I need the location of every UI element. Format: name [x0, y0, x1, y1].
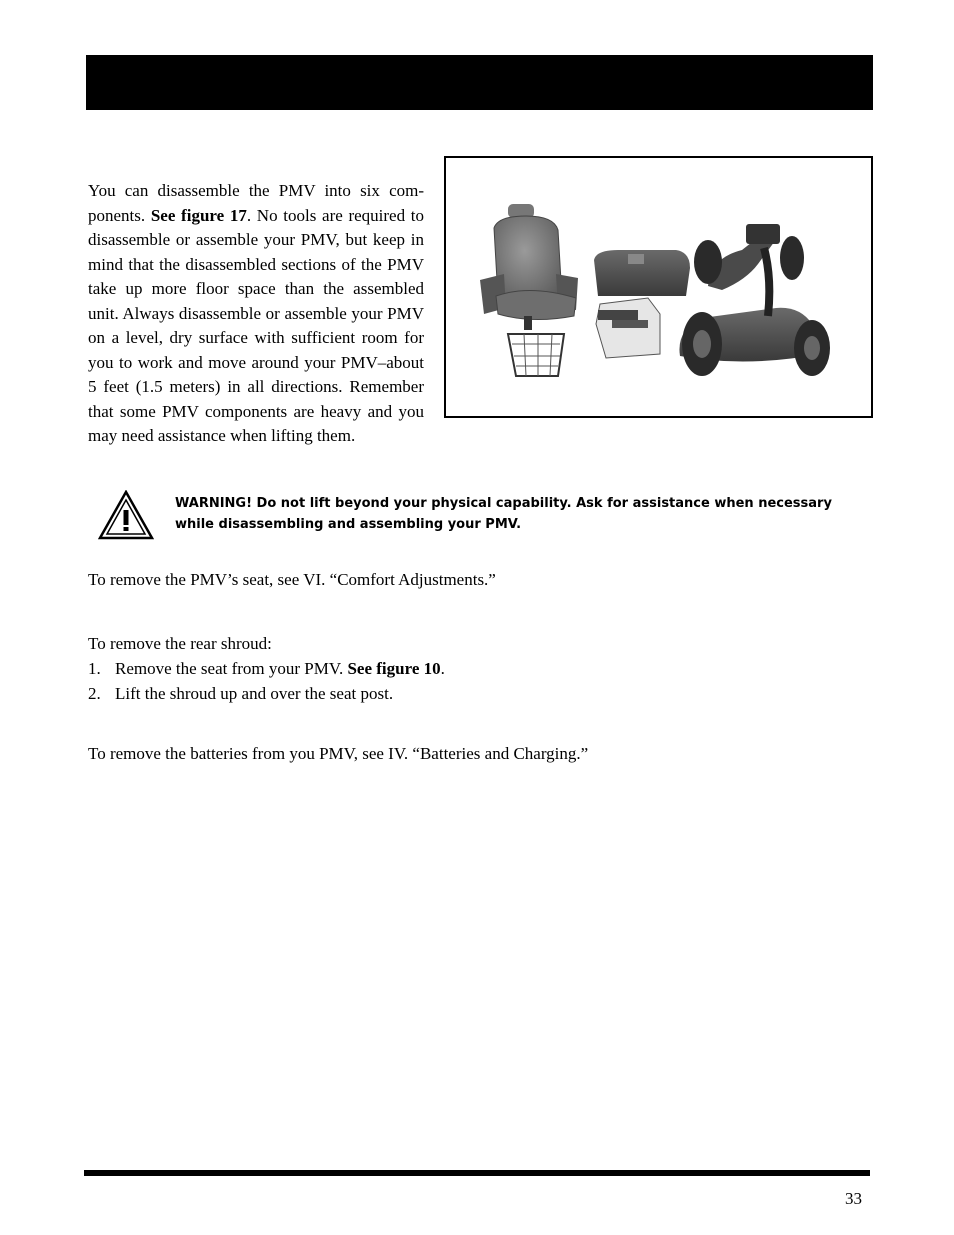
warning-triangle-icon — [98, 490, 154, 540]
intro-text-b: . No tools are required to disassemble or assemble your PMV, but keep in mind that the disassembled sections of the PMV take up more floor space than the assembled unit. Always disassemble or assemble your PMV on a level, dry surface with sufficient room for you to work and move around your PMV–about 5 feet (1.5 meters) in all directions. Remember that some PMV components are heavy and you may need assistance when lifting them. — [88, 205, 425, 445]
list-item — [88, 681, 445, 706]
figure-17-reference: See figure 17 — [150, 205, 247, 225]
intro-paragraph — [88, 179, 424, 449]
intro-text-a: You can disassemble the PMV into six com-ponents. — [88, 181, 424, 225]
page-number: 33 — [845, 1189, 862, 1208]
step-number: 1. — [88, 659, 101, 678]
header-bar — [86, 55, 873, 110]
step-number: 2. — [88, 684, 101, 703]
step-text — [115, 656, 445, 681]
footer-rule — [84, 1170, 870, 1176]
figure-17-photo — [444, 156, 873, 418]
shroud-steps-list — [88, 656, 445, 706]
warning-text: WARNING! Do not lift beyond your physical capability. Ask for assistance when necessary while disassembling and assembling your PMV. — [175, 496, 832, 532]
disassembled-pmv-illustration — [446, 158, 871, 416]
figure-10-reference: See figure 10 — [347, 659, 441, 678]
step-text-body: Remove the seat from your PMV. — [115, 659, 348, 678]
step-text-end: . — [440, 659, 445, 678]
list-item — [88, 656, 445, 681]
seat-removal-paragraph: To remove the PMV’s seat, see VI. “Comfort Adjustments.” — [88, 570, 496, 589]
step-text: Lift the shroud up and over the seat post. — [115, 684, 394, 703]
batteries-paragraph: To remove the batteries from you PMV, see IV. “Batteries and Charging.” — [88, 744, 589, 763]
shroud-intro: To remove the rear shroud: — [88, 634, 272, 653]
